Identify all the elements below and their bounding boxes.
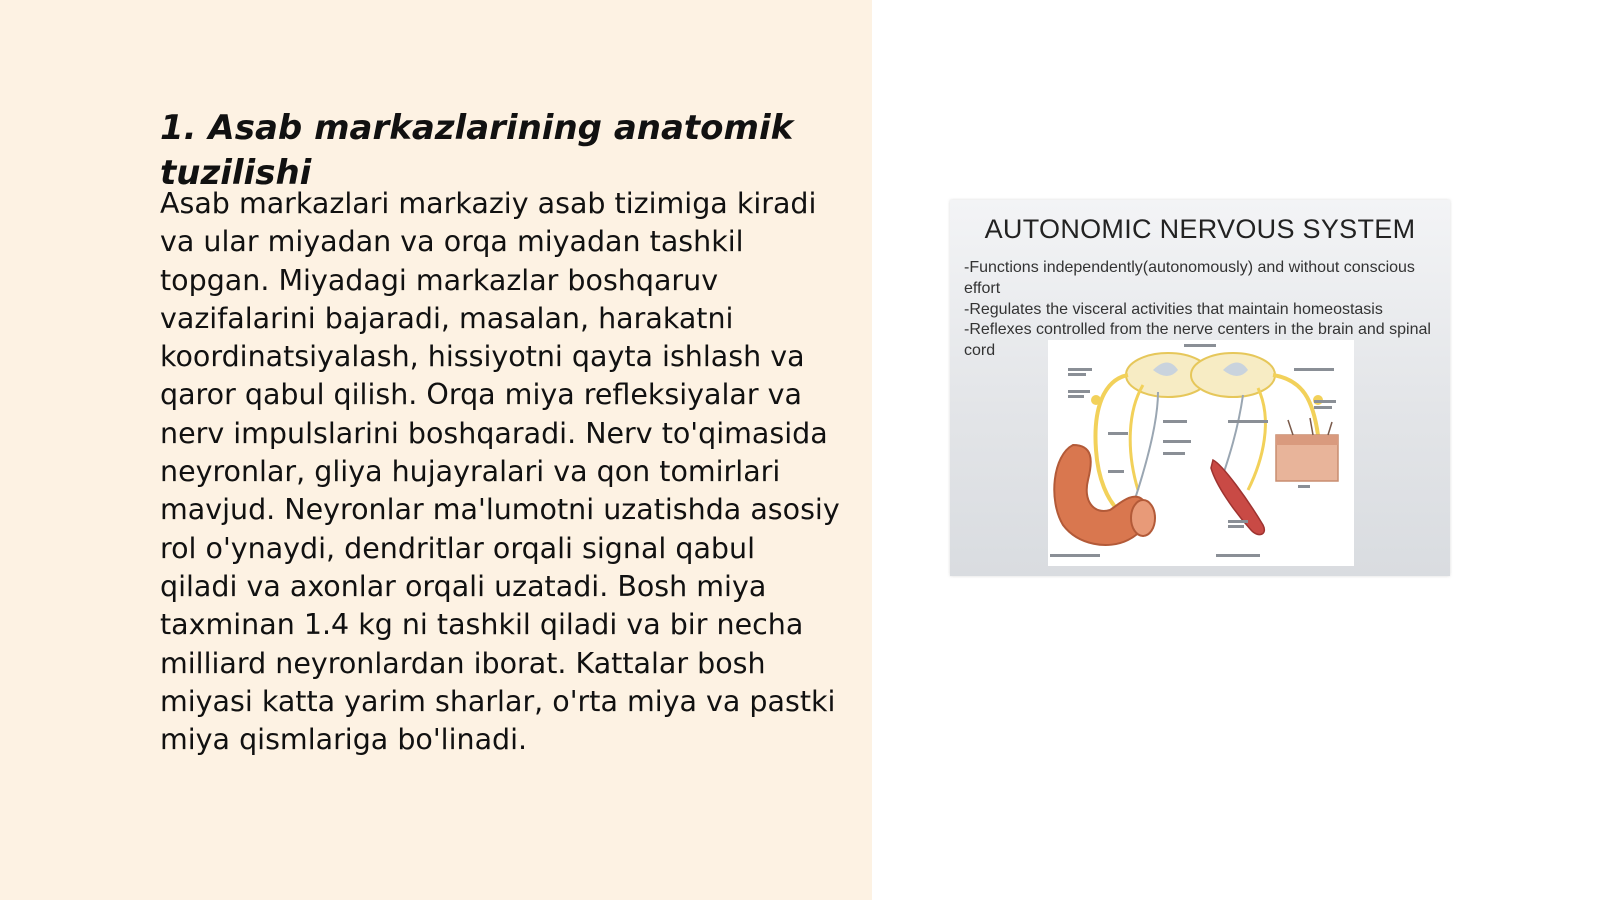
figure-bullet: -Regulates the visceral activities that maintain homeostasis (964, 300, 1383, 318)
nerve-fiber (1223, 395, 1243, 475)
slide-body-text: Asab markazlari markaziy asab tizimiga kiradi va ular miyadan va orqa miyadan tashkil topgan. Miyadagi markazlar boshqaruv vazifalarini bajaradi, masalan, harakatni koordinatsiyalash, hissiyotni qayta ishlash va qaror qabul qilish. Orqa miya refleksiyalar va nerv impulslarini boshqaradi. Nerv to'qimasida neyronlar, gliya hujayralari va qon tomirlari mavjud. Neyronlar ma'lumotni uzatishda asosiy rol o'ynaydi, dendritlar orqali signal qabul qiladi va axonlar orqali uzatadi. Bosh miya taxminan 1.4 kg ni tashkil qiladi va bir necha milliard neyronlardan iborat. Kattalar bosh miyasi katta yarim sharlar, o'rta miya va pastki miya qismlariga bo'linadi. (160, 187, 840, 757)
nerve-fiber (1248, 388, 1265, 490)
nerve-fiber (1130, 385, 1143, 490)
nerve-fiber (1095, 375, 1128, 510)
ganglion (1091, 395, 1101, 405)
figure-title: AUTONOMIC NERVOUS SYSTEM (984, 214, 1416, 244)
intestine-opening (1131, 500, 1155, 536)
figure-bullet: -Reflexes controlled from the nerve centers in the brain and spinal cord (964, 321, 1431, 360)
slide-title: 1. Asab markazlarining anatomik tuzilishi (160, 108, 794, 193)
hair (1310, 418, 1313, 435)
hair (1328, 422, 1332, 435)
autonomic-nervous-system-figure (950, 200, 1450, 576)
skin-layer (1276, 435, 1338, 445)
figure-bullet: -Functions independently(autonomously) and without conscious effort (964, 259, 1415, 297)
nervous-system-diagram (1048, 340, 1354, 566)
nerve-pathway-illustration (1048, 340, 1354, 566)
hair (1288, 420, 1293, 435)
